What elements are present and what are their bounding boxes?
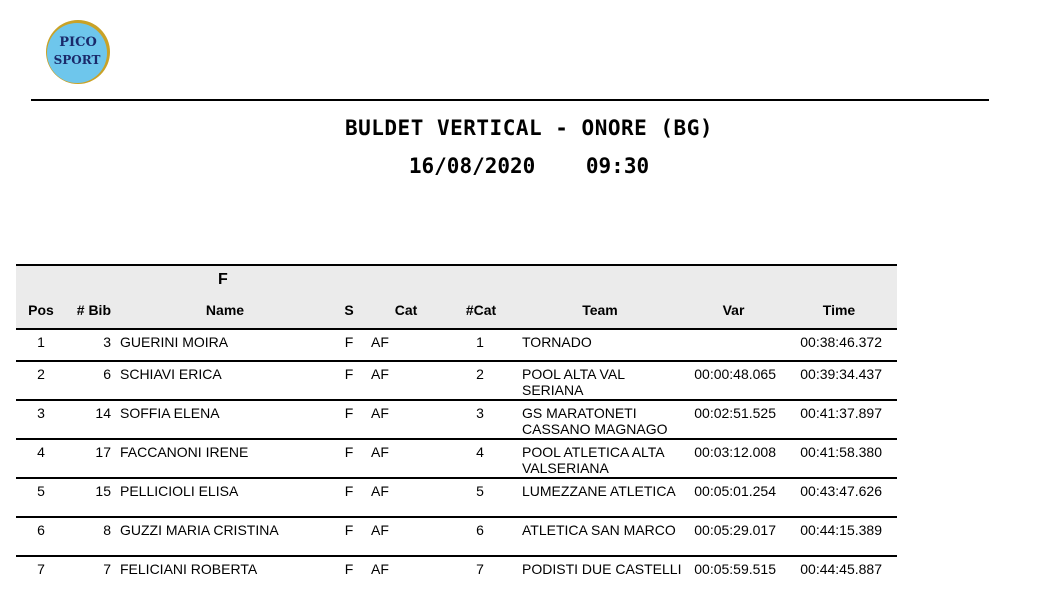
cell-sex: F [344, 405, 354, 421]
cell-sex: F [344, 522, 354, 538]
pico-sport-logo [44, 18, 112, 86]
cell-cat-rank: 1 [476, 334, 484, 350]
table-row [16, 399, 897, 438]
cell-cat-rank: 7 [476, 561, 484, 577]
cell-sex: F [344, 334, 354, 350]
cell-bib: 14 [95, 405, 111, 421]
cell-team: PODISTI DUE CASTELLI [522, 561, 682, 577]
cell-name: PELLICIOLI ELISA [120, 483, 239, 499]
cell-pos: 7 [37, 561, 45, 577]
cell-sex: F [344, 483, 354, 499]
table-row [16, 477, 897, 516]
event-time: 09:30 [585, 154, 650, 178]
cell-time: 00:38:46.372 [800, 334, 882, 350]
cell-gap: 00:03:12.008 [694, 444, 776, 460]
cell-team: POOL ALTA VAL SERIANA [522, 366, 625, 398]
cell-team: GS MARATONETI CASSANO MAGNAGO [522, 405, 668, 437]
cell-cat: AF [371, 483, 389, 499]
cell-cat-rank: 3 [476, 405, 484, 421]
cell-cat: AF [371, 334, 389, 350]
event-date: 16/08/2020 [408, 154, 536, 178]
cell-name: FELICIANI ROBERTA [120, 561, 258, 577]
cell-cat-rank: 4 [476, 444, 484, 460]
cell-time: 00:39:34.437 [800, 366, 882, 382]
cell-cat-rank: 2 [476, 366, 484, 382]
cell-sex: F [344, 561, 354, 577]
cell-bib: 6 [103, 366, 111, 382]
cell-bib: 7 [103, 561, 111, 577]
cell-cat: AF [371, 561, 389, 577]
cell-name: SCHIAVI ERICA [120, 366, 222, 382]
results-table [16, 264, 897, 594]
cell-sex: F [344, 366, 354, 382]
category-label: F [218, 271, 228, 288]
cell-cat: AF [371, 522, 389, 538]
cell-bib: 8 [103, 522, 111, 538]
col-pos: Pos [28, 302, 54, 318]
header-divider [31, 99, 989, 101]
cell-pos: 4 [37, 444, 45, 460]
col-bib: # Bib [76, 302, 111, 318]
col-team: Team [582, 302, 618, 318]
col-name: Name [205, 302, 245, 318]
category-band [16, 264, 897, 296]
cell-bib: 15 [95, 483, 111, 499]
cell-time: 00:43:47.626 [800, 483, 882, 499]
cell-sex: F [344, 444, 354, 460]
cell-time: 00:41:37.897 [800, 405, 882, 421]
cell-bib: 17 [95, 444, 111, 460]
cell-name: FACCANONI IRENE [120, 444, 249, 460]
cell-name: GUZZI MARIA CRISTINA [120, 522, 279, 538]
cell-name: SOFFIA ELENA [120, 405, 220, 421]
cell-team: LUMEZZANE ATLETICA [522, 483, 676, 499]
table-header [16, 296, 897, 328]
cell-pos: 5 [37, 483, 45, 499]
col-sex: S [344, 302, 354, 318]
cell-pos: 6 [37, 522, 45, 538]
cell-team: ATLETICA SAN MARCO [522, 522, 676, 538]
col-cat-rank: #Cat [465, 302, 497, 318]
cell-pos: 2 [37, 366, 45, 382]
event-datetime [0, 154, 1058, 178]
cell-gap: 00:05:29.017 [694, 522, 776, 538]
cell-cat: AF [371, 444, 389, 460]
cell-cat-rank: 5 [476, 483, 484, 499]
cell-time: 00:44:15.389 [800, 522, 882, 538]
cell-gap: 00:05:59.515 [694, 561, 776, 577]
table-row [16, 438, 897, 477]
table-row [16, 360, 897, 399]
cell-cat-rank: 6 [476, 522, 484, 538]
cell-gap: 00:00:48.065 [694, 366, 776, 382]
cell-bib: 3 [103, 334, 111, 350]
logo-text-2: SPORT [53, 53, 101, 67]
col-cat: Cat [394, 302, 418, 318]
cell-gap: 00:02:51.525 [694, 405, 776, 421]
table-row [16, 555, 897, 594]
cell-pos: 1 [37, 334, 45, 350]
cell-time: 00:44:45.887 [800, 561, 882, 577]
cell-cat: AF [371, 366, 389, 382]
col-time: Time [822, 302, 856, 318]
col-gap: Var [722, 302, 745, 318]
cell-pos: 3 [37, 405, 45, 421]
table-row [16, 328, 897, 360]
cell-team: POOL ATLETICA ALTA VALSERIANA [522, 444, 664, 476]
logo-text-1: PICO [59, 35, 97, 50]
cell-cat: AF [371, 405, 389, 421]
cell-team: TORNADO [522, 334, 592, 350]
table-row [16, 516, 897, 555]
cell-name: GUERINI MOIRA [120, 334, 229, 350]
cell-gap: 00:05:01.254 [694, 483, 776, 499]
cell-time: 00:41:58.380 [800, 444, 882, 460]
event-title: BULDET VERTICAL - ONORE (BG) [344, 116, 713, 140]
